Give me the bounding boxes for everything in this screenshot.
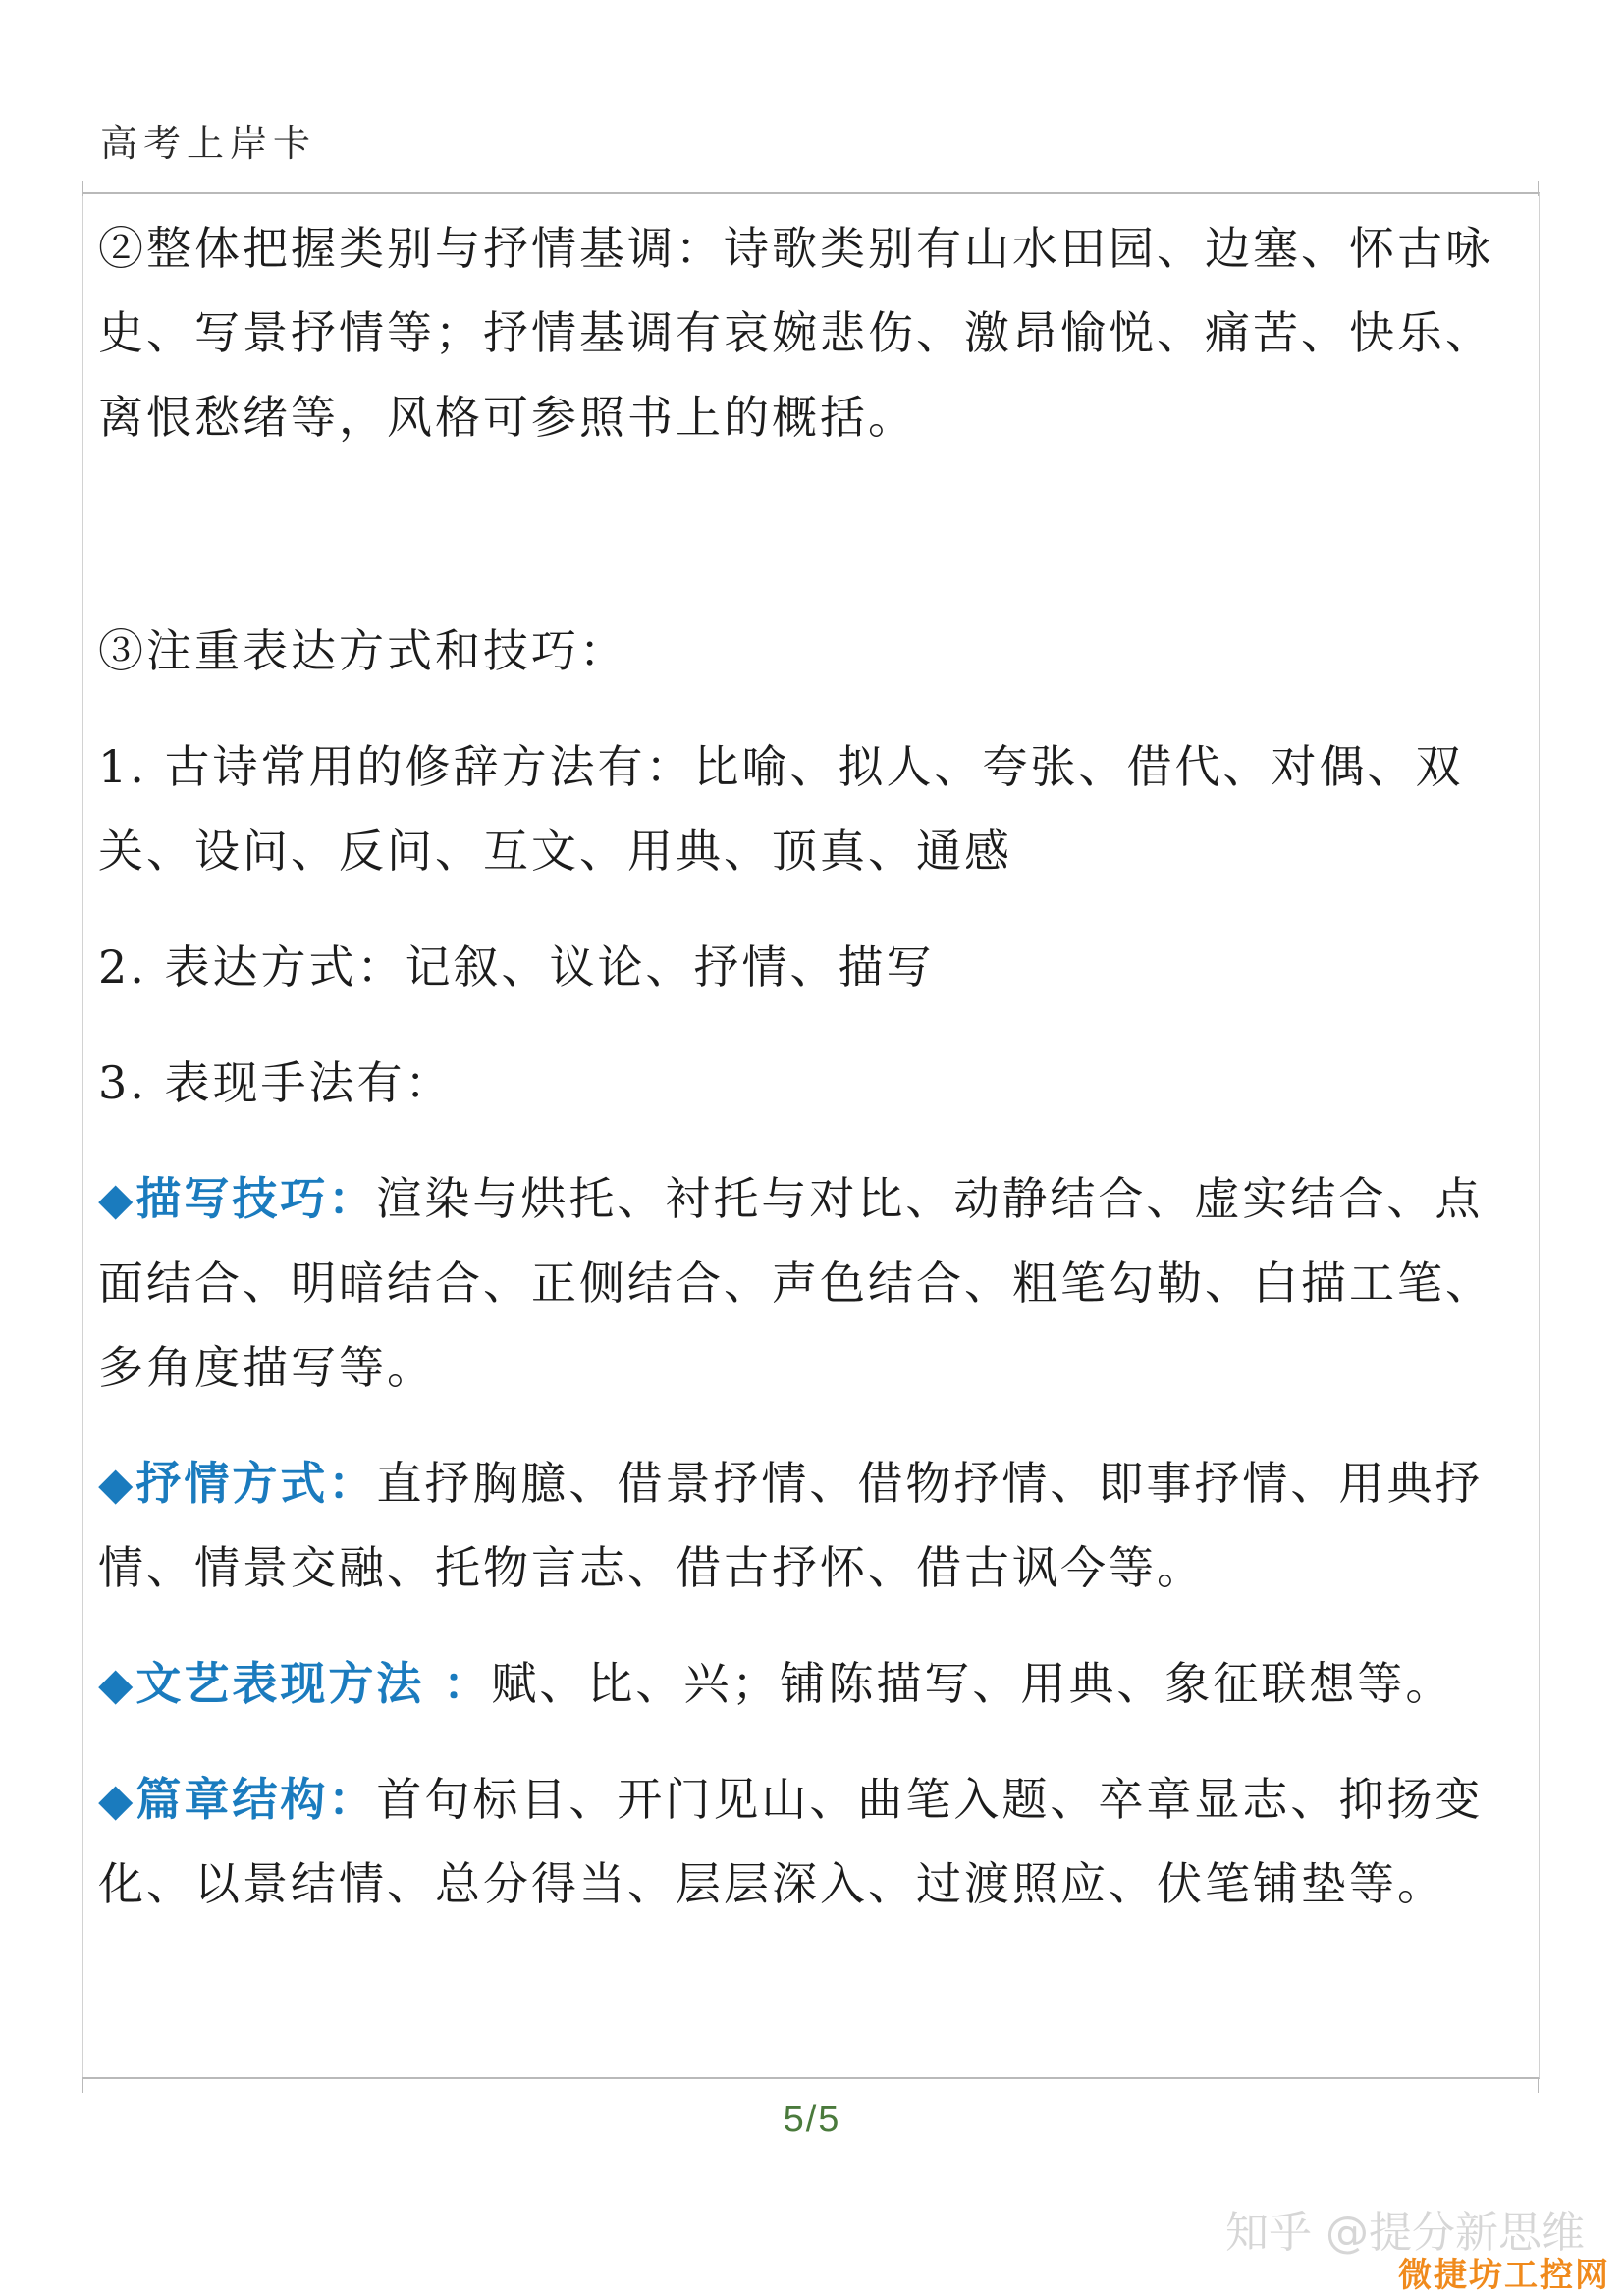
frame-corner-tick [82,2077,83,2093]
expression-modes-item: 2. 表达方式：记叙、议论、抒情、描写 [98,940,935,993]
frame-corner-tick [1538,181,1539,196]
frame-corner-tick [1538,2077,1539,2093]
rhetoric-list-item: 1. 古诗常用的修辞方法有：比喻、拟人、夸张、借代、对偶、双关、设问、反问、互文、用典、顶真、通感 [98,740,1464,878]
technique-text: 赋、比、兴；铺陈描写、用典、象征联想等。 [491,1657,1454,1710]
site-badge: 微捷坊工控网 [1398,2256,1610,2295]
frame-corner-tick [82,181,83,196]
technique-label: ◆抒情方式： [98,1457,377,1510]
technique-text: 渲染与烘托、衬托与对比、动静结合、虚实结合、点面结合、明暗结合、正侧结合、声色结合、粗笔勾勒、白描工笔、多角度描写等。 [98,1172,1493,1394]
techniques-heading-item: 3. 表现手法有： [98,1056,454,1109]
page-number: 5/5 [783,2099,841,2140]
technique-label: ◆篇章结构： [98,1773,377,1826]
section-2-paragraph: ②整体把握类别与抒情基调：诗歌类别有山水田园、边塞、怀古咏史、写景抒情等；抒情基调有哀婉悲伤、激昂愉悦、痛苦、快乐、离恨愁绪等，风格可参照书上的概括。 [98,222,1493,444]
header-title: 高考上岸卡 [100,122,317,165]
technique-label: ◆描写技巧： [98,1172,377,1225]
technique-description [98,1156,1527,1410]
section-3-heading: ③注重表达方式和技巧： [98,624,627,677]
technique-text: 首句标目、开门见山、曲笔入题、卒章显志、抑扬变化、以景结情、总分得当、层层深入、过渡照应、伏笔铺垫等。 [98,1773,1484,1910]
technique-literary [98,1641,1527,1726]
technique-label: ◆文艺表现方法 ： [98,1657,492,1710]
technique-lyric [98,1441,1527,1610]
content-body [98,206,1527,1926]
technique-structure [98,1757,1527,1926]
technique-text: 直抒胸臆、借景抒情、借物抒情、即事抒情、用典抒情、情景交融、托物言志、借古抒怀、借古讽今等。 [98,1457,1484,1594]
watermark: 知乎 @提分新思维 [1225,2208,1585,2258]
